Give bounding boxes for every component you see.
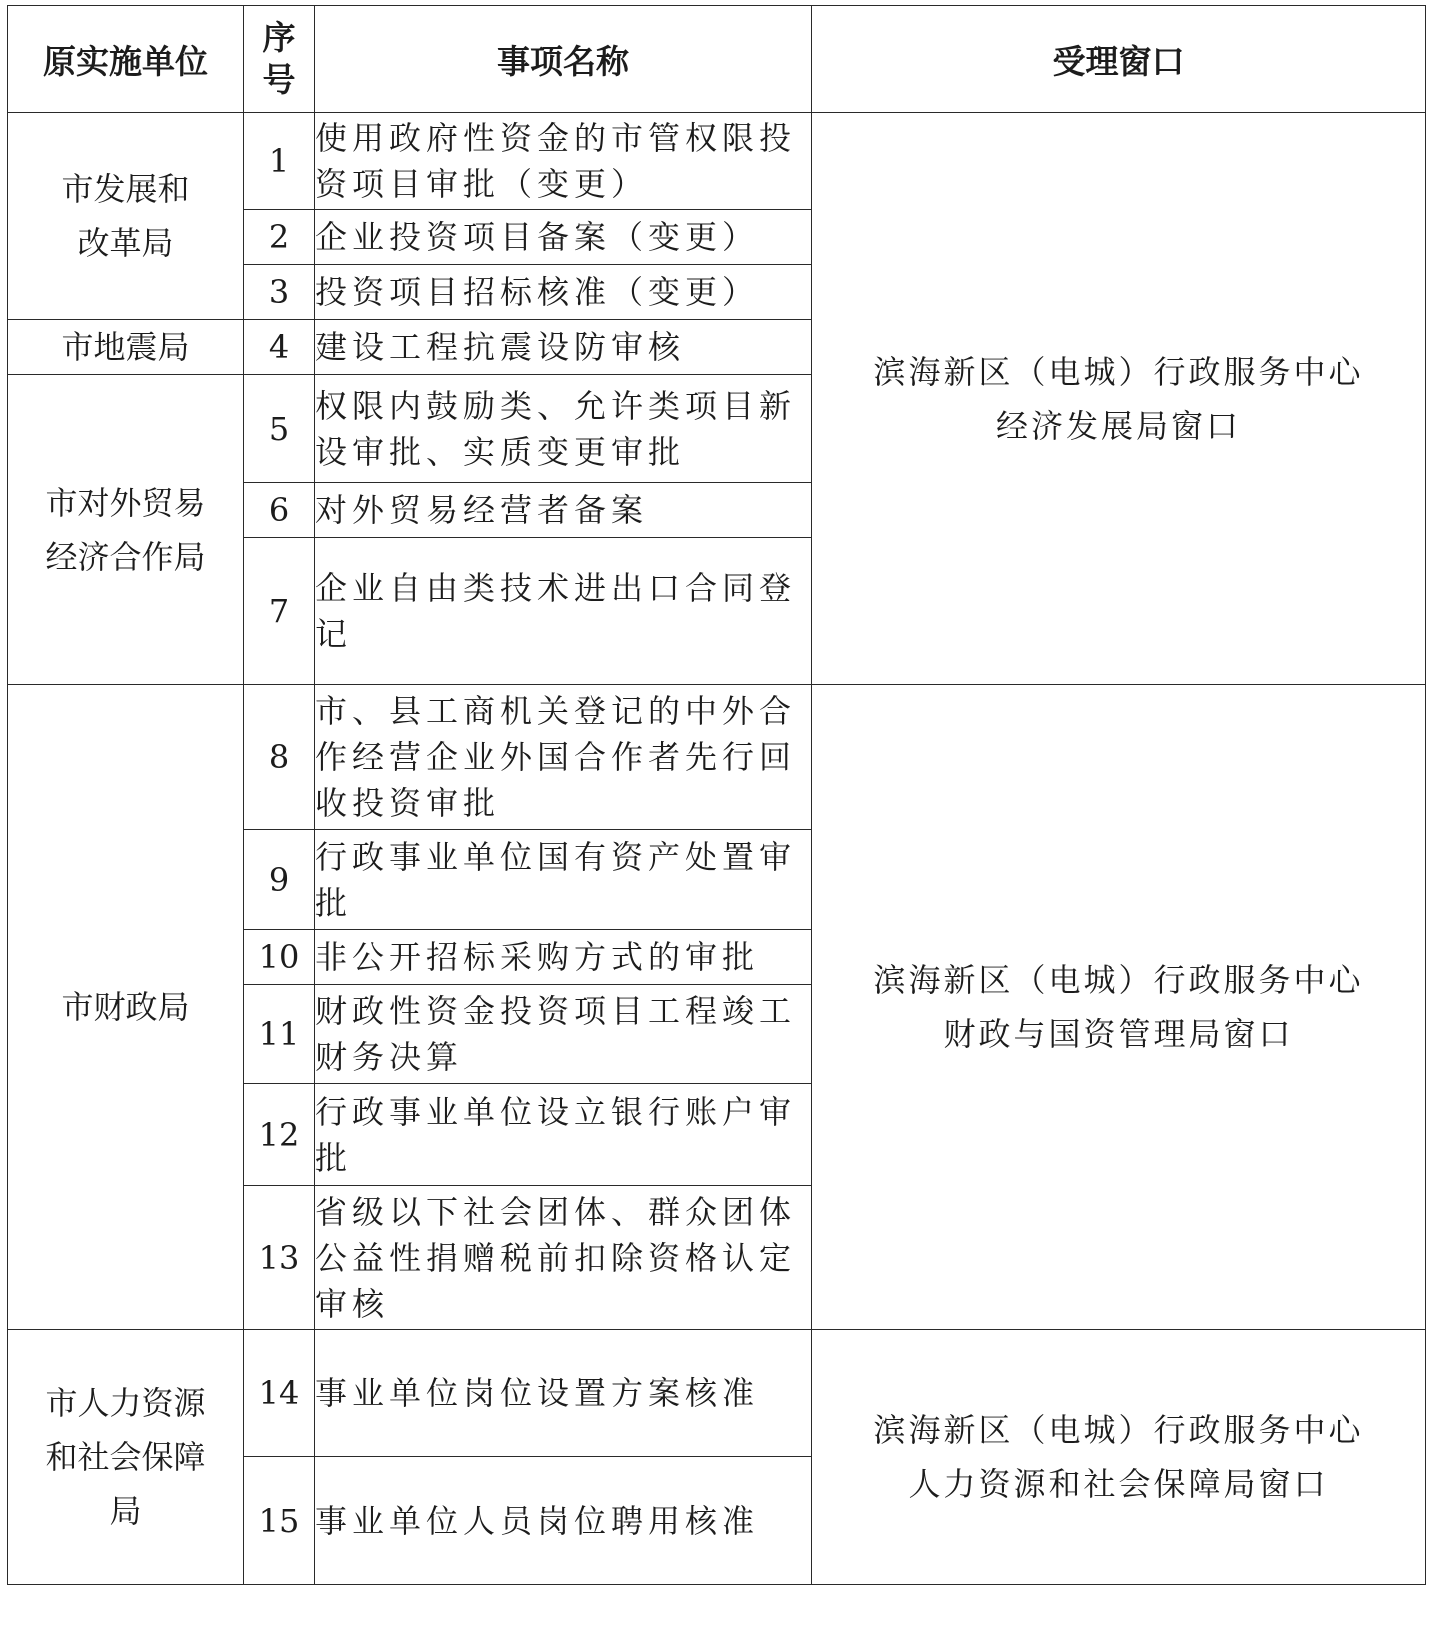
table-header-row: [8, 6, 1426, 113]
item-name: 使用政府性资金的市管权限投资项目审批（变更）: [315, 113, 812, 210]
row-number: 3: [244, 265, 315, 320]
item-name: 行政事业单位设立银行账户审批: [315, 1084, 812, 1186]
row-number: 8: [244, 685, 315, 830]
row-number: 7: [244, 538, 315, 685]
table-row: [8, 1330, 1426, 1457]
item-name: 省级以下社会团体、群众团体公益性捐赠税前扣除资格认定审核: [315, 1186, 812, 1330]
window-cell: 滨海新区（电城）行政服务中心 人力资源和社会保障局窗口: [812, 1330, 1426, 1585]
org-cell: 市财政局: [8, 685, 244, 1330]
row-number: 6: [244, 483, 315, 538]
row-number: 1: [244, 113, 315, 210]
item-name: 事业单位人员岗位聘用核准: [315, 1457, 812, 1585]
row-number: 12: [244, 1084, 315, 1186]
item-name: 权限内鼓励类、允许类项目新设审批、实质变更审批: [315, 375, 812, 483]
header-no: 序 号: [244, 6, 315, 113]
org-cell: 市发展和 改革局: [8, 113, 244, 320]
org-cell: 市对外贸易 经济合作局: [8, 375, 244, 685]
header-window: 受理窗口: [812, 6, 1426, 113]
header-org: 原实施单位: [8, 6, 244, 113]
org-cell: 市人力资源 和社会保障 局: [8, 1330, 244, 1585]
row-number: 14: [244, 1330, 315, 1457]
org-cell: 市地震局: [8, 320, 244, 375]
item-name: 企业投资项目备案（变更）: [315, 210, 812, 265]
item-name: 行政事业单位国有资产处置审批: [315, 830, 812, 930]
row-number: 15: [244, 1457, 315, 1585]
item-name: 对外贸易经营者备案: [315, 483, 812, 538]
row-number: 11: [244, 985, 315, 1084]
item-name: 事业单位岗位设置方案核准: [315, 1330, 812, 1457]
approval-items-table: [7, 5, 1426, 1585]
item-name: 企业自由类技术进出口合同登记: [315, 538, 812, 685]
row-number: 2: [244, 210, 315, 265]
item-name: 投资项目招标核准（变更）: [315, 265, 812, 320]
row-number: 9: [244, 830, 315, 930]
item-name: 非公开招标采购方式的审批: [315, 930, 812, 985]
row-number: 4: [244, 320, 315, 375]
header-item: 事项名称: [315, 6, 812, 113]
window-cell: 滨海新区（电城）行政服务中心 经济发展局窗口: [812, 113, 1426, 685]
table-row: [8, 113, 1426, 210]
row-number: 10: [244, 930, 315, 985]
window-cell: 滨海新区（电城）行政服务中心 财政与国资管理局窗口: [812, 685, 1426, 1330]
row-number: 13: [244, 1186, 315, 1330]
item-name: 市、县工商机关登记的中外合作经营企业外国合作者先行回收投资审批: [315, 685, 812, 830]
table-row: [8, 685, 1426, 830]
item-name: 建设工程抗震设防审核: [315, 320, 812, 375]
row-number: 5: [244, 375, 315, 483]
item-name: 财政性资金投资项目工程竣工财务决算: [315, 985, 812, 1084]
